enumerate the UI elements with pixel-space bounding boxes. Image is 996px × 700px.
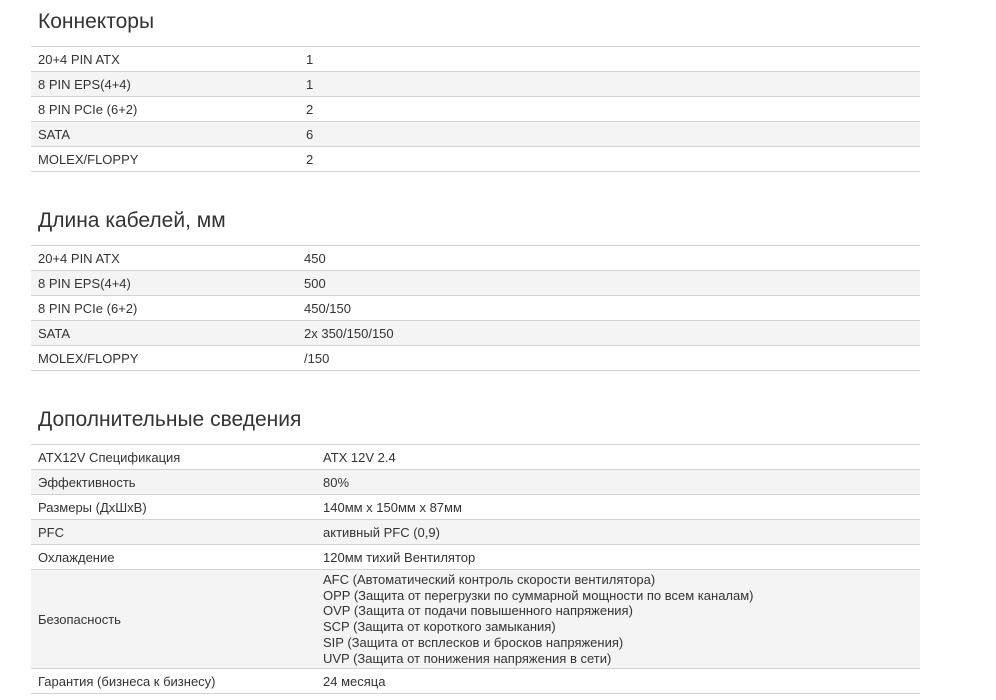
table-row — [31, 147, 920, 172]
row-value: ATX 12V 2.4 — [316, 445, 920, 470]
section-title-cable-length: Длина кабелей, мм — [38, 209, 226, 232]
safety-feature-opp: OPP (Защита от перегрузки по суммарной мощности по всем каналам) — [323, 587, 754, 603]
row-label: Безопасность — [31, 570, 316, 669]
row-value: 80% — [316, 470, 920, 495]
table-row — [31, 296, 920, 321]
row-value: 2 — [299, 147, 920, 172]
table-row — [31, 445, 920, 470]
row-value: 1 — [299, 47, 920, 72]
row-value: 1 — [299, 72, 920, 97]
table-row — [31, 470, 920, 495]
table-row — [31, 271, 920, 296]
row-label: 8 PIN EPS(4+4) — [31, 72, 299, 97]
row-label: SATA — [31, 122, 299, 147]
row-value: 450/150 — [297, 296, 920, 321]
row-label: 20+4 PIN ATX — [31, 246, 297, 271]
safety-feature-scp: SCP (Защита от короткого замыкания) — [323, 619, 556, 635]
safety-feature-uvp: UVP (Защита от понижения напряжения в сети) — [323, 650, 612, 666]
row-label: MOLEX/FLOPPY — [31, 147, 299, 172]
row-value: 500 — [297, 271, 920, 296]
row-value: 24 месяца — [316, 669, 920, 694]
table-row — [31, 545, 920, 570]
row-label: 8 PIN PCIe (6+2) — [31, 97, 299, 122]
cable-length-table — [31, 245, 920, 371]
row-label: Охлаждение — [31, 545, 316, 570]
row-label: Эффективность — [31, 470, 316, 495]
table-row — [31, 47, 920, 72]
section-title-connectors: Коннекторы — [38, 10, 155, 33]
table-row — [31, 72, 920, 97]
table-row — [31, 122, 920, 147]
row-label: Размеры (ДхШхВ) — [31, 495, 316, 520]
section-title-additional-info: Дополнительные сведения — [38, 408, 302, 431]
row-value: /150 — [297, 346, 920, 371]
table-row — [31, 669, 920, 694]
row-label: 8 PIN EPS(4+4) — [31, 271, 297, 296]
table-row — [31, 246, 920, 271]
table-row — [31, 495, 920, 520]
row-label: ATX12V Спецификация — [31, 445, 316, 470]
row-value: 2x 350/150/150 — [297, 321, 920, 346]
row-value: 6 — [299, 122, 920, 147]
safety-feature-afc: AFC (Автоматический контроль скорости вентилятора) — [323, 572, 656, 587]
additional-info-table — [31, 444, 920, 694]
row-value: активный PFC (0,9) — [316, 520, 920, 545]
safety-feature-sip: SIP (Защита от всплесков и бросков напряжения) — [323, 634, 624, 650]
row-value: 140мм x 150мм x 87мм — [316, 495, 920, 520]
table-row — [31, 520, 920, 545]
row-label: 20+4 PIN ATX — [31, 47, 299, 72]
row-value: 120мм тихий Вентилятор — [316, 545, 920, 570]
table-row — [31, 321, 920, 346]
row-label: PFC — [31, 520, 316, 545]
connectors-table — [31, 46, 920, 172]
row-label: MOLEX/FLOPPY — [31, 346, 297, 371]
row-label: Гарантия (бизнеса к бизнесу) — [31, 669, 316, 694]
row-label: 8 PIN PCIe (6+2) — [31, 296, 297, 321]
table-row-safety — [31, 570, 920, 669]
row-label: SATA — [31, 321, 297, 346]
table-row — [31, 346, 920, 371]
row-value: 450 — [297, 246, 920, 271]
row-value: 2 — [299, 97, 920, 122]
table-row — [31, 97, 920, 122]
safety-feature-ovp: OVP (Защита от подачи повышенного напряжения) — [323, 603, 633, 619]
safety-features-list — [316, 570, 920, 669]
